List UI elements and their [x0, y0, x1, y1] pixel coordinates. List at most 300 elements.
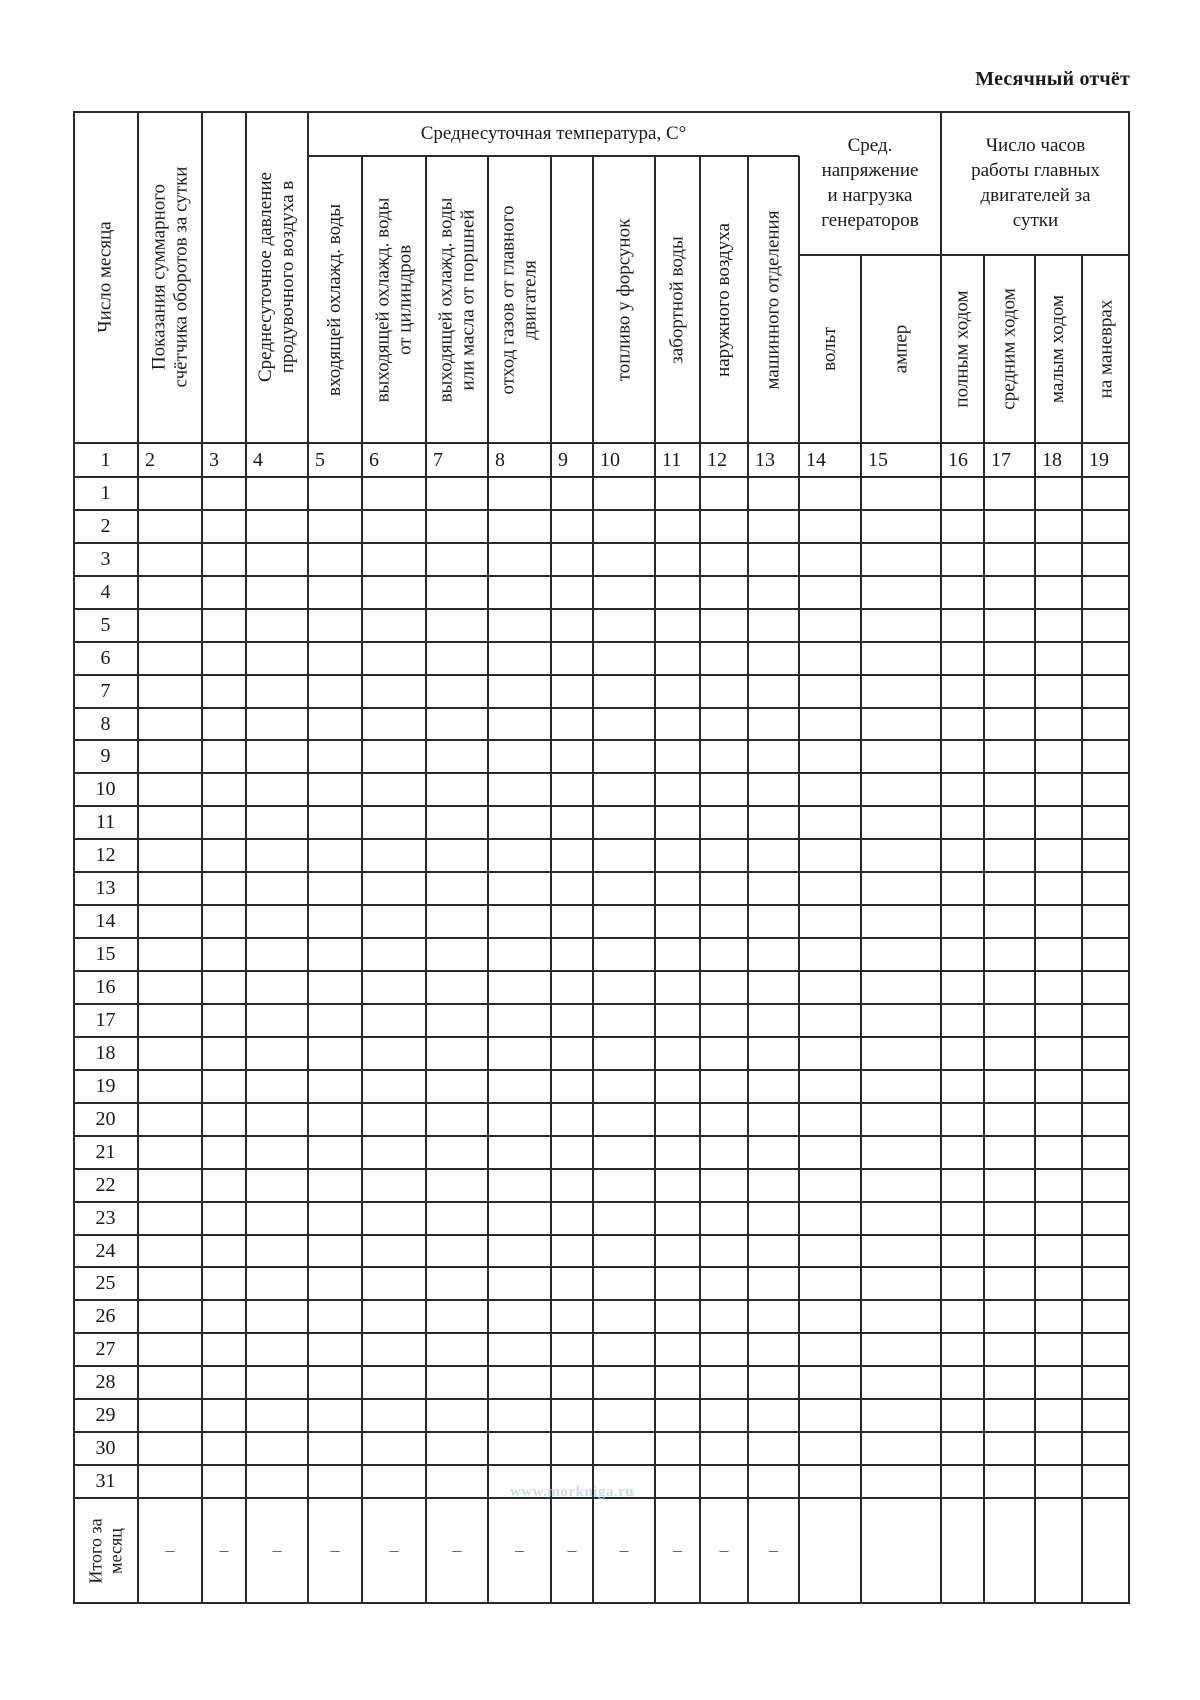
table-cell[interactable]	[984, 1300, 1035, 1333]
table-cell[interactable]	[202, 905, 246, 938]
table-cell[interactable]	[362, 773, 426, 806]
table-cell[interactable]	[593, 971, 655, 1004]
table-cell[interactable]	[551, 1333, 593, 1366]
table-cell[interactable]	[488, 1366, 551, 1399]
table-cell[interactable]	[1035, 1399, 1082, 1432]
table-cell[interactable]	[941, 839, 984, 872]
table-cell[interactable]	[308, 1037, 362, 1070]
table-cell[interactable]	[984, 708, 1035, 740]
table-cell[interactable]	[551, 1136, 593, 1169]
table-cell[interactable]	[700, 477, 748, 510]
table-cell[interactable]	[655, 1202, 700, 1235]
table-cell[interactable]	[308, 740, 362, 773]
table-cell[interactable]	[700, 1169, 748, 1202]
table-cell[interactable]	[308, 938, 362, 971]
table-cell[interactable]	[748, 971, 799, 1004]
table-cell[interactable]	[362, 510, 426, 543]
table-cell[interactable]	[138, 477, 202, 510]
table-cell[interactable]	[1035, 1300, 1082, 1333]
table-cell[interactable]	[700, 675, 748, 708]
table-cell[interactable]	[426, 839, 488, 872]
table-cell[interactable]	[799, 1432, 861, 1465]
table-cell[interactable]	[362, 740, 426, 773]
table-cell[interactable]	[488, 543, 551, 576]
table-cell[interactable]	[488, 938, 551, 971]
table-cell[interactable]	[488, 740, 551, 773]
table-cell[interactable]	[799, 839, 861, 872]
table-cell[interactable]	[1035, 1267, 1082, 1300]
table-cell[interactable]	[138, 1037, 202, 1070]
table-cell[interactable]	[655, 773, 700, 806]
table-cell[interactable]	[138, 1267, 202, 1300]
table-cell[interactable]	[138, 1103, 202, 1136]
table-cell[interactable]	[551, 708, 593, 740]
table-cell[interactable]	[748, 1235, 799, 1267]
table-cell[interactable]	[700, 1267, 748, 1300]
table-cell[interactable]	[426, 1004, 488, 1037]
table-cell[interactable]	[246, 1465, 308, 1498]
table-cell[interactable]	[362, 872, 426, 905]
table-cell[interactable]	[861, 1366, 941, 1399]
table-cell[interactable]	[655, 708, 700, 740]
table-cell[interactable]	[1082, 1366, 1130, 1399]
table-cell[interactable]	[861, 1136, 941, 1169]
table-cell[interactable]	[861, 1432, 941, 1465]
table-cell[interactable]	[700, 543, 748, 576]
table-cell[interactable]	[861, 971, 941, 1004]
table-cell[interactable]	[488, 806, 551, 839]
table-cell[interactable]	[700, 806, 748, 839]
table-cell[interactable]	[799, 1037, 861, 1070]
table-cell[interactable]	[551, 1169, 593, 1202]
table-cell[interactable]	[246, 872, 308, 905]
table-cell[interactable]	[655, 1300, 700, 1333]
table-cell[interactable]	[202, 740, 246, 773]
table-cell[interactable]	[202, 872, 246, 905]
table-cell[interactable]	[1082, 773, 1130, 806]
table-cell[interactable]	[748, 543, 799, 576]
table-cell[interactable]	[308, 1267, 362, 1300]
table-cell[interactable]	[426, 1300, 488, 1333]
table-cell[interactable]	[1082, 1235, 1130, 1267]
table-cell[interactable]	[748, 1333, 799, 1366]
table-cell[interactable]	[593, 543, 655, 576]
table-cell[interactable]	[748, 1004, 799, 1037]
table-cell[interactable]	[1082, 1169, 1130, 1202]
table-cell[interactable]	[202, 1333, 246, 1366]
table-cell[interactable]	[655, 576, 700, 609]
table-cell[interactable]	[551, 1202, 593, 1235]
table-cell[interactable]	[202, 1465, 246, 1498]
table-cell[interactable]	[655, 609, 700, 642]
table-cell[interactable]	[138, 740, 202, 773]
table-cell[interactable]	[488, 609, 551, 642]
table-cell[interactable]	[308, 1465, 362, 1498]
table-cell[interactable]	[246, 1037, 308, 1070]
table-cell[interactable]	[488, 1070, 551, 1103]
table-cell[interactable]	[138, 872, 202, 905]
table-cell[interactable]	[308, 1004, 362, 1037]
table-cell[interactable]	[799, 1202, 861, 1235]
table-cell[interactable]	[1082, 510, 1130, 543]
table-cell[interactable]	[799, 872, 861, 905]
table-cell[interactable]	[984, 1103, 1035, 1136]
table-cell[interactable]	[1082, 1037, 1130, 1070]
table-cell[interactable]	[861, 708, 941, 740]
table-cell[interactable]	[799, 740, 861, 773]
table-cell[interactable]	[700, 740, 748, 773]
table-cell[interactable]	[426, 1366, 488, 1399]
table-cell[interactable]	[362, 708, 426, 740]
table-cell[interactable]	[202, 1202, 246, 1235]
table-cell[interactable]	[748, 642, 799, 675]
table-cell[interactable]	[308, 806, 362, 839]
table-cell[interactable]	[700, 905, 748, 938]
table-cell[interactable]	[362, 1169, 426, 1202]
table-cell[interactable]	[984, 1267, 1035, 1300]
table-cell[interactable]	[700, 642, 748, 675]
table-cell[interactable]	[246, 1070, 308, 1103]
table-cell[interactable]	[426, 1235, 488, 1267]
table-cell[interactable]	[138, 839, 202, 872]
table-cell[interactable]	[700, 971, 748, 1004]
table-cell[interactable]	[748, 773, 799, 806]
table-cell[interactable]	[426, 642, 488, 675]
table-cell[interactable]	[799, 971, 861, 1004]
table-cell[interactable]	[593, 576, 655, 609]
table-cell[interactable]	[246, 1300, 308, 1333]
table-cell[interactable]	[799, 773, 861, 806]
table-cell[interactable]	[700, 1465, 748, 1498]
table-cell[interactable]	[748, 740, 799, 773]
table-cell[interactable]	[426, 773, 488, 806]
table-cell[interactable]	[246, 1202, 308, 1235]
table-cell[interactable]	[748, 905, 799, 938]
table-cell[interactable]	[308, 971, 362, 1004]
table-cell[interactable]	[861, 740, 941, 773]
table-cell[interactable]	[1082, 1004, 1130, 1037]
table-cell[interactable]	[1082, 806, 1130, 839]
table-cell[interactable]	[861, 1202, 941, 1235]
table-cell[interactable]	[655, 1136, 700, 1169]
table-cell[interactable]	[246, 510, 308, 543]
table-cell[interactable]	[246, 905, 308, 938]
table-cell[interactable]	[246, 675, 308, 708]
table-cell[interactable]	[748, 1465, 799, 1498]
table-cell[interactable]	[1082, 1202, 1130, 1235]
table-cell[interactable]	[1035, 773, 1082, 806]
table-cell[interactable]	[799, 642, 861, 675]
table-cell[interactable]	[748, 806, 799, 839]
table-cell[interactable]	[861, 609, 941, 642]
table-cell[interactable]	[1035, 1465, 1082, 1498]
table-cell[interactable]	[941, 1103, 984, 1136]
table-cell[interactable]	[655, 806, 700, 839]
table-cell[interactable]	[861, 872, 941, 905]
table-cell[interactable]	[488, 642, 551, 675]
table-cell[interactable]	[551, 806, 593, 839]
table-cell[interactable]	[941, 543, 984, 576]
table-cell[interactable]	[1035, 609, 1082, 642]
table-cell[interactable]	[984, 1399, 1035, 1432]
table-cell[interactable]	[362, 1267, 426, 1300]
table-cell[interactable]	[593, 1432, 655, 1465]
table-cell[interactable]	[748, 872, 799, 905]
table-cell[interactable]	[655, 1004, 700, 1037]
table-cell[interactable]	[655, 510, 700, 543]
table-cell[interactable]	[246, 477, 308, 510]
table-cell[interactable]	[941, 675, 984, 708]
table-cell[interactable]	[593, 1399, 655, 1432]
table-cell[interactable]	[138, 1004, 202, 1037]
table-cell[interactable]	[593, 905, 655, 938]
table-cell[interactable]	[551, 938, 593, 971]
table-cell[interactable]	[748, 1300, 799, 1333]
table-cell[interactable]	[138, 806, 202, 839]
table-cell[interactable]	[655, 1103, 700, 1136]
table-cell[interactable]	[1082, 839, 1130, 872]
table-cell[interactable]	[861, 576, 941, 609]
table-cell[interactable]	[984, 1169, 1035, 1202]
table-cell[interactable]	[488, 576, 551, 609]
table-cell[interactable]	[488, 773, 551, 806]
table-cell[interactable]	[362, 1300, 426, 1333]
table-cell[interactable]	[426, 971, 488, 1004]
table-cell[interactable]	[984, 740, 1035, 773]
table-cell[interactable]	[488, 1300, 551, 1333]
table-cell[interactable]	[138, 1333, 202, 1366]
table-cell[interactable]	[308, 1169, 362, 1202]
table-cell[interactable]	[488, 839, 551, 872]
table-cell[interactable]	[426, 1202, 488, 1235]
table-cell[interactable]	[1082, 1267, 1130, 1300]
table-cell[interactable]	[655, 477, 700, 510]
table-cell[interactable]	[861, 642, 941, 675]
table-cell[interactable]	[202, 642, 246, 675]
table-cell[interactable]	[202, 1432, 246, 1465]
table-cell[interactable]	[655, 1235, 700, 1267]
table-cell[interactable]	[799, 1136, 861, 1169]
table-cell[interactable]	[655, 740, 700, 773]
table-cell[interactable]	[700, 576, 748, 609]
table-cell[interactable]	[941, 773, 984, 806]
table-cell[interactable]	[551, 773, 593, 806]
table-cell[interactable]	[593, 1202, 655, 1235]
table-cell[interactable]	[426, 1267, 488, 1300]
table-cell[interactable]	[551, 1004, 593, 1037]
table-cell[interactable]	[202, 1103, 246, 1136]
table-cell[interactable]	[861, 477, 941, 510]
table-cell[interactable]	[700, 938, 748, 971]
table-cell[interactable]	[748, 839, 799, 872]
table-cell[interactable]	[941, 1300, 984, 1333]
table-cell[interactable]	[308, 477, 362, 510]
table-cell[interactable]	[748, 1037, 799, 1070]
table-cell[interactable]	[551, 642, 593, 675]
table-cell[interactable]	[202, 839, 246, 872]
table-cell[interactable]	[984, 642, 1035, 675]
table-cell[interactable]	[202, 708, 246, 740]
table-cell[interactable]	[426, 609, 488, 642]
table-cell[interactable]	[308, 1366, 362, 1399]
table-cell[interactable]	[308, 708, 362, 740]
table-cell[interactable]	[700, 1399, 748, 1432]
table-cell[interactable]	[551, 872, 593, 905]
table-cell[interactable]	[655, 1169, 700, 1202]
table-cell[interactable]	[362, 576, 426, 609]
table-cell[interactable]	[861, 1070, 941, 1103]
table-cell[interactable]	[308, 839, 362, 872]
table-cell[interactable]	[984, 872, 1035, 905]
table-cell[interactable]	[551, 839, 593, 872]
table-cell[interactable]	[1035, 1037, 1082, 1070]
table-cell[interactable]	[202, 1169, 246, 1202]
table-cell[interactable]	[1035, 675, 1082, 708]
table-cell[interactable]	[1035, 1103, 1082, 1136]
table-cell[interactable]	[551, 1235, 593, 1267]
table-cell[interactable]	[984, 675, 1035, 708]
table-cell[interactable]	[246, 1333, 308, 1366]
table-cell[interactable]	[861, 1267, 941, 1300]
table-cell[interactable]	[799, 510, 861, 543]
table-cell[interactable]	[551, 477, 593, 510]
table-cell[interactable]	[426, 1136, 488, 1169]
table-cell[interactable]	[593, 1037, 655, 1070]
table-cell[interactable]	[861, 1037, 941, 1070]
table-cell[interactable]	[1035, 510, 1082, 543]
table-cell[interactable]	[426, 938, 488, 971]
table-cell[interactable]	[488, 1004, 551, 1037]
table-cell[interactable]	[362, 642, 426, 675]
table-cell[interactable]	[1082, 609, 1130, 642]
table-cell[interactable]	[748, 576, 799, 609]
table-cell[interactable]	[308, 1300, 362, 1333]
table-cell[interactable]	[655, 642, 700, 675]
table-cell[interactable]	[941, 1037, 984, 1070]
table-cell[interactable]	[308, 1070, 362, 1103]
table-cell[interactable]	[1035, 839, 1082, 872]
table-cell[interactable]	[700, 839, 748, 872]
table-cell[interactable]	[941, 1202, 984, 1235]
table-cell[interactable]	[362, 1202, 426, 1235]
table-cell[interactable]	[362, 1432, 426, 1465]
table-cell[interactable]	[1035, 1366, 1082, 1399]
table-cell[interactable]	[655, 1037, 700, 1070]
table-cell[interactable]	[593, 773, 655, 806]
table-cell[interactable]	[1082, 708, 1130, 740]
table-cell[interactable]	[861, 1399, 941, 1432]
table-cell[interactable]	[246, 1366, 308, 1399]
table-cell[interactable]	[593, 839, 655, 872]
table-cell[interactable]	[138, 576, 202, 609]
table-cell[interactable]	[799, 1169, 861, 1202]
table-cell[interactable]	[799, 1300, 861, 1333]
table-cell[interactable]	[941, 1399, 984, 1432]
table-cell[interactable]	[551, 905, 593, 938]
table-cell[interactable]	[799, 1333, 861, 1366]
table-cell[interactable]	[1035, 1235, 1082, 1267]
table-cell[interactable]	[202, 609, 246, 642]
table-cell[interactable]	[941, 938, 984, 971]
table-cell[interactable]	[426, 543, 488, 576]
table-cell[interactable]	[799, 708, 861, 740]
table-cell[interactable]	[308, 1103, 362, 1136]
table-cell[interactable]	[1082, 642, 1130, 675]
table-cell[interactable]	[551, 1300, 593, 1333]
table-cell[interactable]	[748, 1136, 799, 1169]
table-cell[interactable]	[861, 839, 941, 872]
table-cell[interactable]	[984, 1004, 1035, 1037]
table-cell[interactable]	[426, 1037, 488, 1070]
table-cell[interactable]	[308, 773, 362, 806]
table-cell[interactable]	[308, 1333, 362, 1366]
table-cell[interactable]	[941, 1333, 984, 1366]
table-cell[interactable]	[362, 1399, 426, 1432]
table-cell[interactable]	[308, 872, 362, 905]
table-cell[interactable]	[1035, 642, 1082, 675]
table-cell[interactable]	[861, 1333, 941, 1366]
table-cell[interactable]	[941, 1267, 984, 1300]
table-cell[interactable]	[1082, 477, 1130, 510]
table-cell[interactable]	[1082, 740, 1130, 773]
table-cell[interactable]	[655, 1432, 700, 1465]
table-cell[interactable]	[861, 675, 941, 708]
table-cell[interactable]	[1082, 1399, 1130, 1432]
table-cell[interactable]	[246, 1399, 308, 1432]
table-cell[interactable]	[593, 1235, 655, 1267]
table-cell[interactable]	[593, 1333, 655, 1366]
table-cell[interactable]	[246, 1267, 308, 1300]
table-cell[interactable]	[593, 1366, 655, 1399]
table-cell[interactable]	[362, 839, 426, 872]
table-cell[interactable]	[426, 872, 488, 905]
table-cell[interactable]	[593, 938, 655, 971]
table-cell[interactable]	[984, 839, 1035, 872]
table-cell[interactable]	[593, 1267, 655, 1300]
table-cell[interactable]	[308, 675, 362, 708]
table-cell[interactable]	[488, 1399, 551, 1432]
table-cell[interactable]	[1035, 1333, 1082, 1366]
table-cell[interactable]	[362, 806, 426, 839]
table-cell[interactable]	[1082, 1300, 1130, 1333]
table-cell[interactable]	[655, 905, 700, 938]
table-cell[interactable]	[1035, 543, 1082, 576]
table-cell[interactable]	[984, 1432, 1035, 1465]
table-cell[interactable]	[1082, 872, 1130, 905]
table-cell[interactable]	[861, 1300, 941, 1333]
table-cell[interactable]	[138, 642, 202, 675]
table-cell[interactable]	[246, 642, 308, 675]
table-cell[interactable]	[426, 1169, 488, 1202]
table-cell[interactable]	[799, 675, 861, 708]
table-cell[interactable]	[138, 971, 202, 1004]
table-cell[interactable]	[488, 708, 551, 740]
table-cell[interactable]	[1035, 971, 1082, 1004]
table-cell[interactable]	[488, 1235, 551, 1267]
table-cell[interactable]	[138, 1432, 202, 1465]
table-cell[interactable]	[362, 938, 426, 971]
table-cell[interactable]	[362, 1333, 426, 1366]
table-cell[interactable]	[138, 1070, 202, 1103]
table-cell[interactable]	[593, 642, 655, 675]
table-cell[interactable]	[861, 1235, 941, 1267]
table-cell[interactable]	[1082, 543, 1130, 576]
table-cell[interactable]	[551, 510, 593, 543]
table-cell[interactable]	[799, 1103, 861, 1136]
table-cell[interactable]	[308, 1399, 362, 1432]
table-cell[interactable]	[551, 1366, 593, 1399]
table-cell[interactable]	[138, 1169, 202, 1202]
